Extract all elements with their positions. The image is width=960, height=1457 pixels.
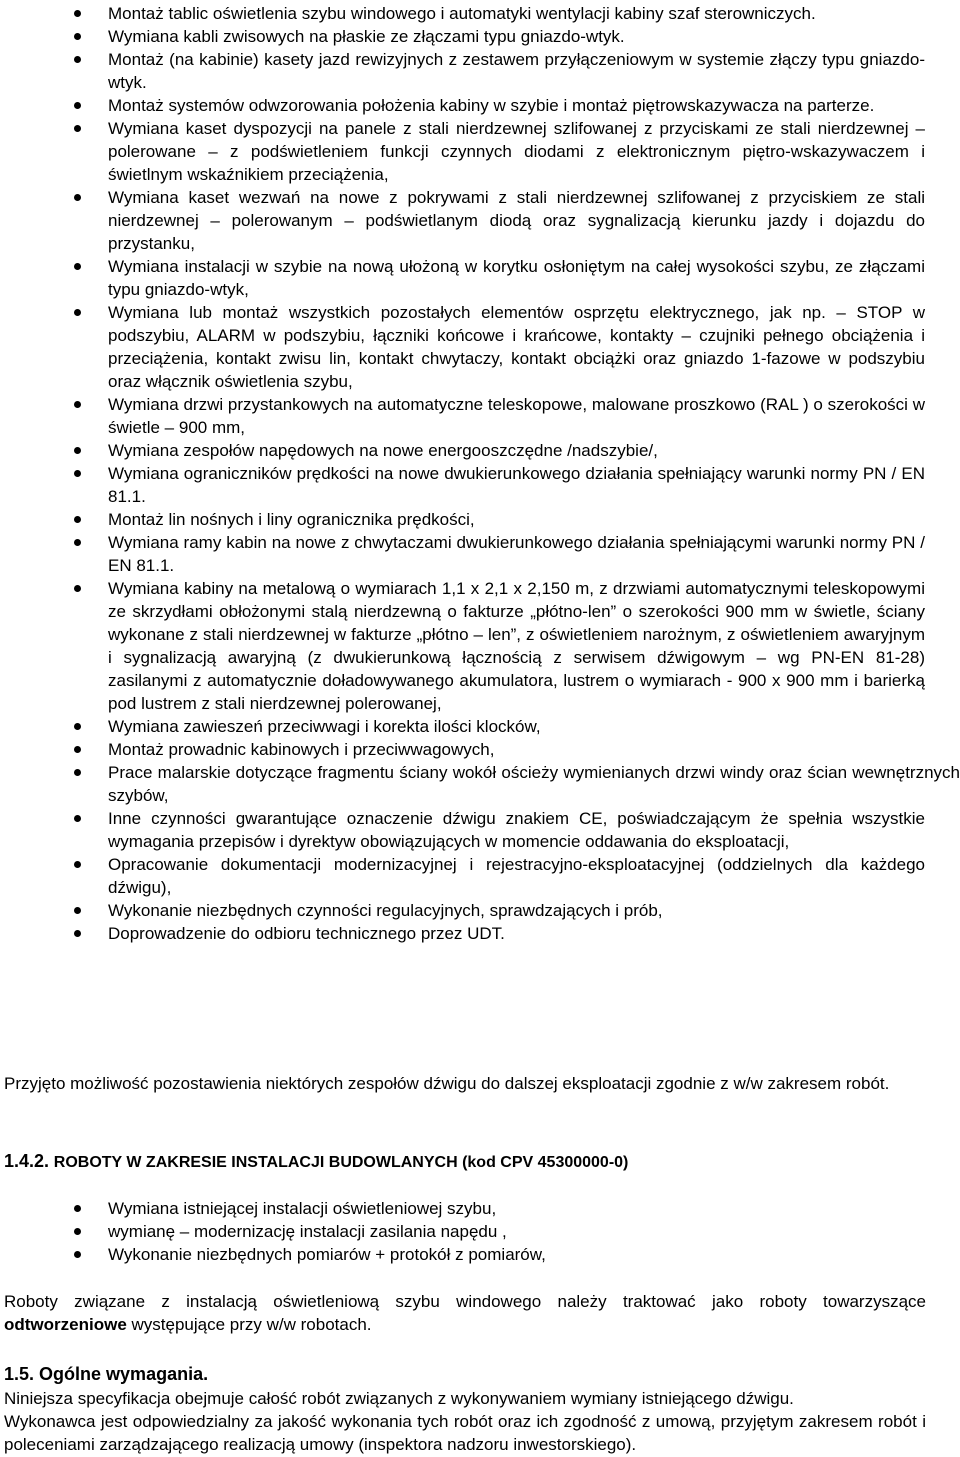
list-item-text: Wymiana instalacji w szybie na nową ułożoną w korytku osłoniętym na całej wysokości szybu, ze złączami typu gniazdo-wtyk,	[108, 257, 925, 299]
list-item-text: Montaż systemów odwzorowania położenia kabiny w szybie i montaż piętrowskazywacza na parterze.	[108, 96, 875, 115]
list-item	[0, 531, 960, 577]
list-item	[0, 186, 960, 255]
bullet-icon	[74, 263, 81, 270]
section-number: 1.4.2.	[4, 1151, 50, 1171]
list-item	[0, 439, 960, 462]
bullet-icon	[74, 539, 81, 546]
list-item-text: Wymiana kabli zwisowych na płaskie ze złączami typu gniazdo-wtyk.	[108, 27, 625, 46]
list-item	[0, 922, 960, 945]
paragraph-text: Roboty związane z instalacją oświetleniową szybu windowego należy traktować jako roboty towarzyszące	[4, 1292, 926, 1311]
bullet-icon	[74, 102, 81, 109]
list-item-text: Doprowadzenie do odbioru technicznego przez UDT.	[108, 924, 505, 943]
list-item	[0, 853, 960, 899]
list-item-text: Montaż tablic oświetlenia szybu windowego i automatyki wentylacji kabiny szaf sterowniczych.	[108, 4, 816, 23]
list-item	[0, 94, 960, 117]
bullet-icon	[74, 930, 81, 937]
list-item	[0, 301, 960, 393]
bullet-icon	[74, 470, 81, 477]
list-item	[0, 25, 960, 48]
bullet-icon	[74, 447, 81, 454]
section-title: ROBOTY W ZAKRESIE INSTALACJI BUDOWLANYCH (kod CPV 45300000-0)	[53, 1154, 629, 1171]
list-item-text: Wymiana drzwi przystankowych na automatyczne teleskopowe, malowane proszkowo (RAL ) o szerokości w świetle – 900 mm,	[108, 395, 925, 437]
bullet-icon	[74, 769, 81, 776]
list-item-text: Montaż lin nośnych i liny ogranicznika prędkości,	[108, 510, 475, 529]
list-item	[0, 508, 960, 531]
bullet-icon	[74, 861, 81, 868]
list-item	[0, 393, 960, 439]
paragraph-remaining-components: Przyjęto możliwość pozostawienia niektórych zespołów dźwigu do dalszej eksploatacji zgodnie z w/w zakresem robót.	[4, 1074, 890, 1093]
list-item	[0, 899, 960, 922]
bullet-icon	[74, 746, 81, 753]
section-heading-1-4-2	[4, 1150, 628, 1174]
list-item-text: Wymiana zawieszeń przeciwwagi i korekta ilości klocków,	[108, 717, 541, 736]
list-item-text: Wymiana lub montaż wszystkich pozostałych elementów osprzętu elektrycznego, jak np. – STOP w podszybiu, ALARM w podszybiu, łączniki końcowe i krańcowe, kontakty – czujniki pełnego obciążenia i przeciążenia, kontakt zwisu lin, kontakt chwytaczy, kontakt obciążki oraz gniazdo 1-fazowe w podszybiu oraz włącznik oświetlenia szybu,	[108, 303, 925, 391]
bullet-icon	[74, 309, 81, 316]
bullet-icon	[74, 723, 81, 730]
list-item	[0, 462, 960, 508]
list-item-text: Wymiana kaset wezwań na nowe z pokrywami z stali nierdzewnej szlifowanej z przyciskiem ze stali nierdzewnej – polerowanym – podświetlanym diodą oraz sygnalizacją kierunku jazdy i dojazdu do przystanku,	[108, 188, 925, 253]
bullet-list-works	[0, 2, 960, 945]
list-item	[0, 738, 960, 761]
list-item-text: Wymiana kabiny na metalową o wymiarach 1,1 x 2,1 x 2,150 m, z drzwiami automatycznymi teleskopowymi ze skrzydłami obłożonymi stalą nierdzewną o fakturze „płótno-len” o szerokości 900 mm w świetle, ściany wykonane z stali nierdzewnej w fakturze „płótno – len”, z oświetleniem narożnym, z oświetleniem awaryjnym i sygnalizacją awaryjną (z dwukierunkową łącznością z serwisem dźwigowym – wg PN-EN 81-28) zasilanymi z automatycznie doładowywanego akumulatora, lustrem o wymiarach - 900 x 900 mm i barierką pod lustrem z stali nierdzewnej polerowanej,	[108, 579, 925, 713]
bullet-icon	[74, 907, 81, 914]
bullet-icon	[74, 401, 81, 408]
list-item-text: Wykonanie niezbędnych czynności regulacyjnych, sprawdzających i prób,	[108, 901, 663, 920]
list-item-text: Wymiana ograniczników prędkości na nowe dwukierunkowego działania spełniający warunki normy PN / EN 81.1.	[108, 464, 925, 506]
list-item-text: Wymiana istniejącej instalacji oświetleniowej szybu,	[108, 1199, 497, 1218]
bullet-icon	[74, 1205, 81, 1212]
list-item-text: Inne czynności gwarantujące oznaczenie dźwigu znakiem CE, poświadczającym że spełnia wszystkie wymagania przepisów i dyrektyw obowiązujących w momencie oddawania do eksploatacji,	[108, 809, 925, 851]
list-item	[0, 1220, 960, 1243]
list-item	[0, 577, 960, 715]
bullet-icon	[74, 125, 81, 132]
list-item-text: Wymiana zespołów napędowych na nowe energooszczędne /nadszybie/,	[108, 441, 658, 460]
section-number: 1.5.	[4, 1364, 35, 1384]
list-item-text: Wykonanie niezbędnych pomiarów + protokół z pomiarów,	[108, 1245, 546, 1264]
bullet-icon	[74, 56, 81, 63]
list-item-text: Wymiana kaset dyspozycji na panele z stali nierdzewnej szlifowanej z przyciskami ze stali nierdzewnej – polerowane – z podświetleniem funkcji czynnych diodami z elektronicznym piętro-wskazywaczem i świetlnym wskaźnikiem przeciążenia,	[108, 119, 925, 184]
list-item	[0, 1197, 960, 1220]
list-item-text: Montaż (na kabinie) kasety jazd rewizyjnych z zestawem przyłączeniowym w systemie złączy typu gniazdo-wtyk.	[108, 50, 925, 92]
list-item-text: Opracowanie dokumentacji modernizacyjnej i rejestracyjno-eksploatacyjnej (oddzielnych dla każdego dźwigu),	[108, 855, 925, 897]
list-item	[0, 807, 960, 853]
paragraph-lighting-works	[4, 1290, 926, 1336]
bullet-list-installations	[0, 1197, 960, 1266]
bullet-icon	[74, 585, 81, 592]
list-item	[0, 1243, 960, 1266]
section-heading-1-5	[4, 1363, 208, 1386]
list-item	[0, 2, 960, 25]
list-item	[0, 48, 960, 94]
paragraph-scope: Niniejsza specyfikacja obejmuje całość robót związanych z wykonywaniem wymiany istniejącego dźwigu.	[4, 1389, 794, 1408]
bullet-icon	[74, 1251, 81, 1258]
bullet-icon	[74, 194, 81, 201]
list-item-text: Prace malarskie dotyczące fragmentu ściany wokół ościeży wymienianych drzwi windy oraz ścian wewnętrznych szybów,	[108, 763, 960, 805]
bullet-icon	[74, 815, 81, 822]
list-item	[0, 715, 960, 738]
paragraph-bold-term: odtworzeniowe	[4, 1315, 127, 1334]
list-item	[0, 117, 960, 186]
paragraph-tail: występujące przy w/w robotach.	[131, 1315, 372, 1334]
list-item-text: wymianę – modernizację instalacji zasilania napędu ,	[108, 1222, 507, 1241]
list-item	[0, 761, 960, 807]
list-item	[0, 255, 960, 301]
list-item-text: Montaż prowadnic kabinowych i przeciwwagowych,	[108, 740, 495, 759]
section-title: Ogólne wymagania.	[39, 1364, 209, 1384]
paragraph-contractor-responsibility: Wykonawca jest odpowiedzialny za jakość wykonania tych robót oraz ich zgodność z umową, przyjętym zakresem robót i poleceniami zarządzającego realizacją umowy (inspektora nadzoru inwestorskiego).	[4, 1412, 926, 1454]
list-item-text: Wymiana ramy kabin na nowe z chwytaczami dwukierunkowego działania spełniającymi warunki normy PN / EN 81.1.	[108, 533, 925, 575]
bullet-icon	[74, 33, 81, 40]
bullet-icon	[74, 10, 81, 17]
bullet-icon	[74, 516, 81, 523]
bullet-icon	[74, 1228, 81, 1235]
